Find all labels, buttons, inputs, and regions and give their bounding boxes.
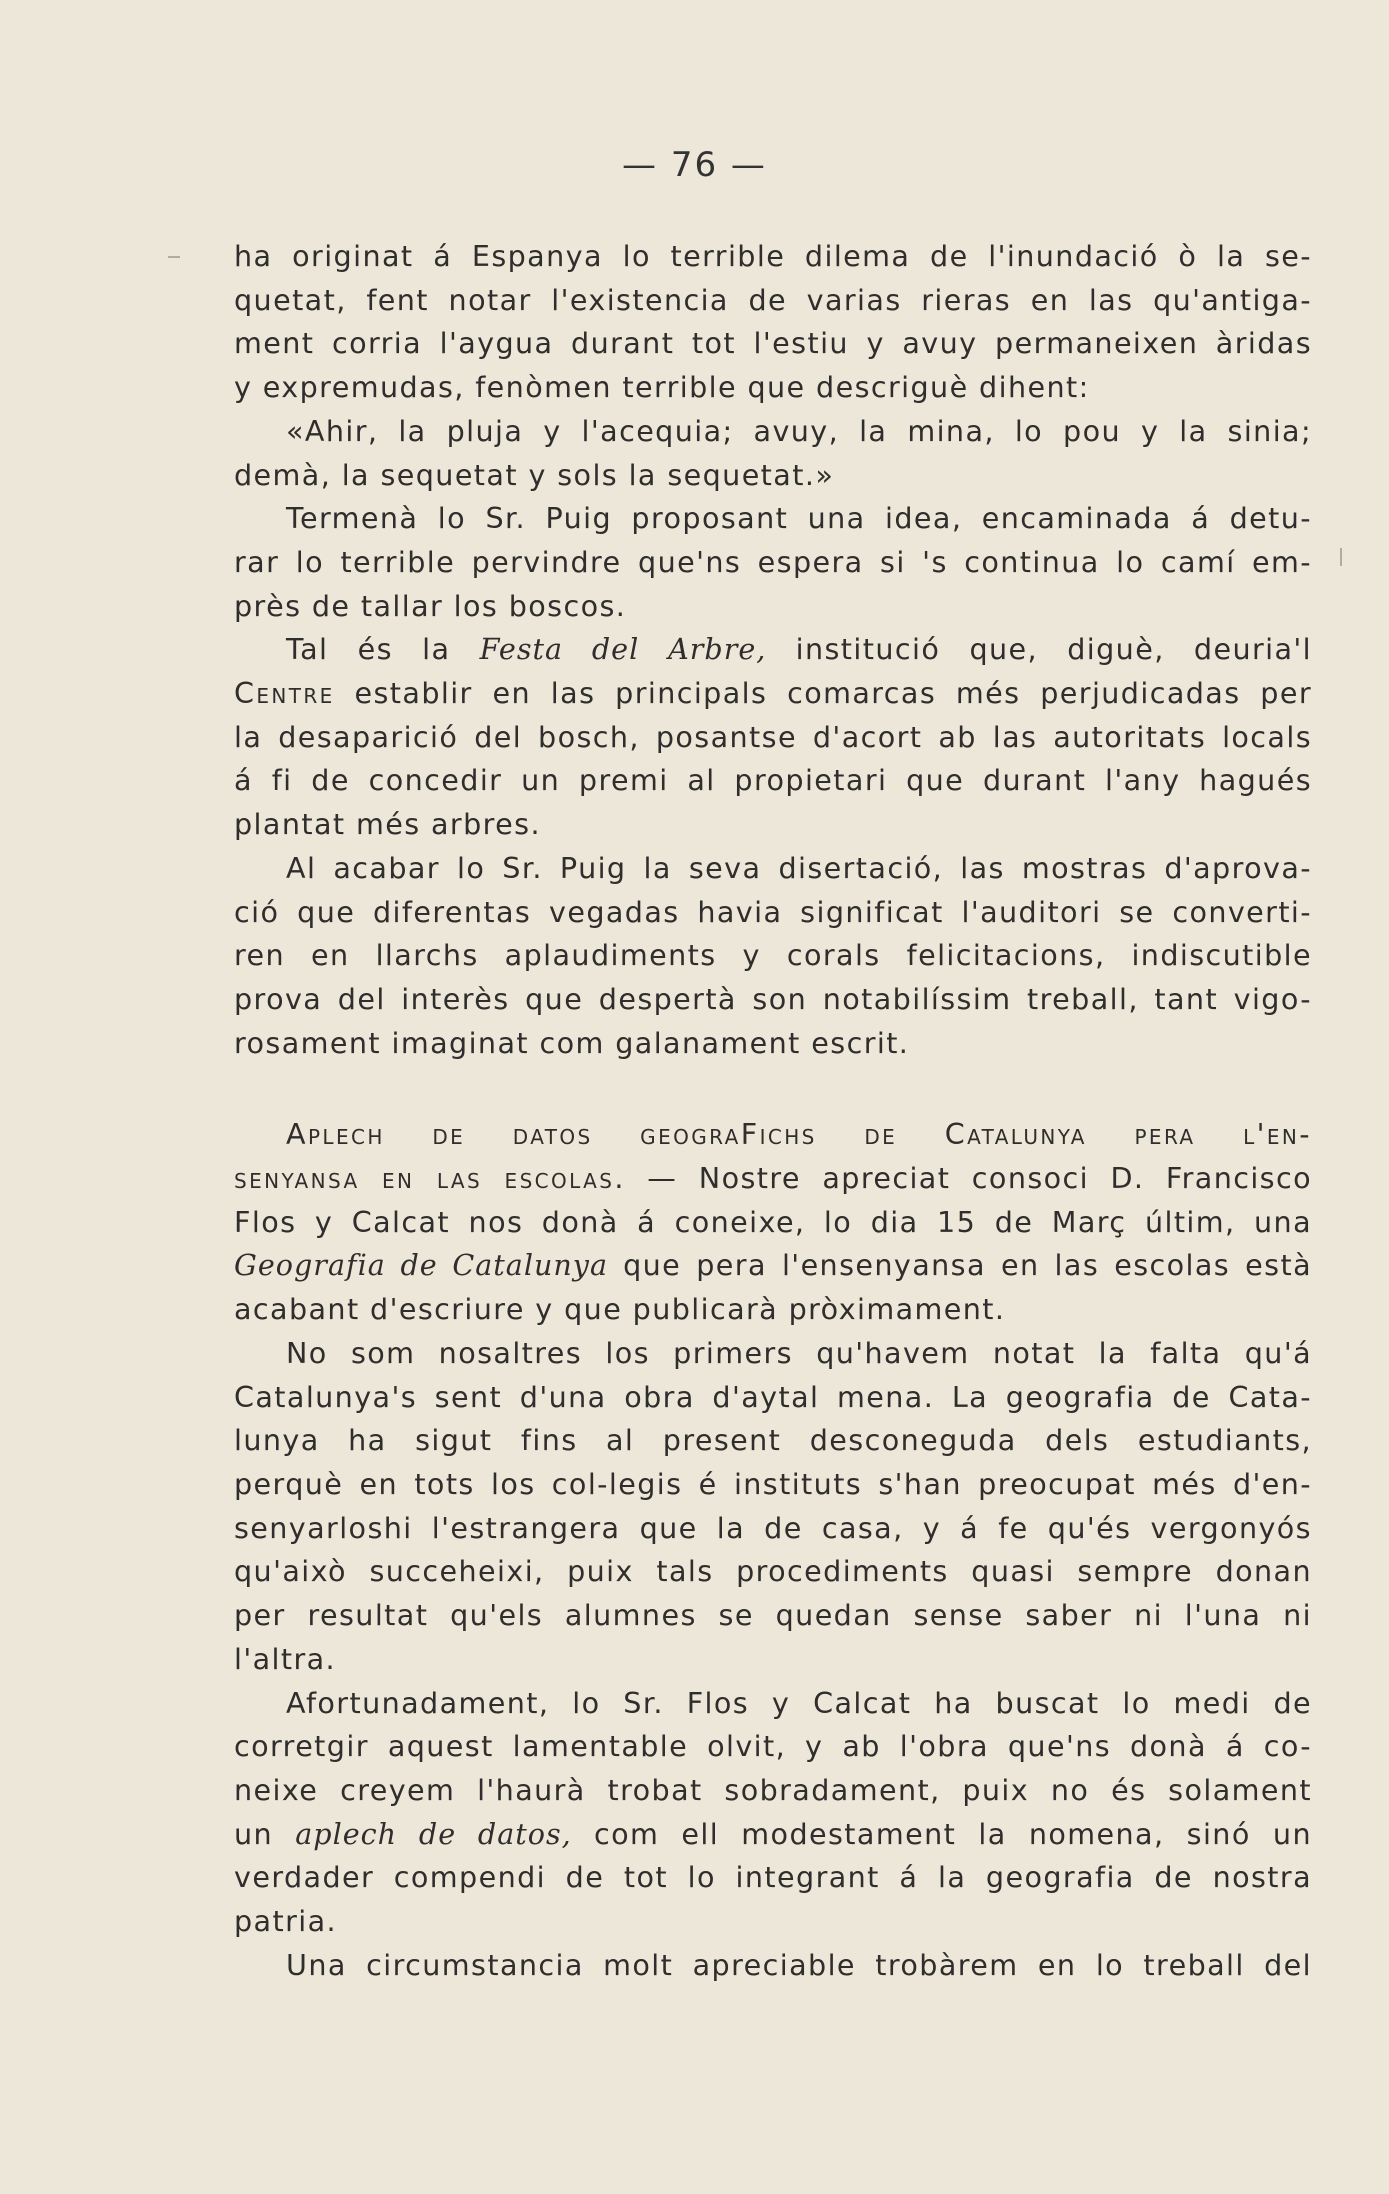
- text-line: perquè en tots los col-legis é instituts s'han preocupat més d'en-: [234, 1466, 1312, 1501]
- section-heading: Aplech de datos geograFichs de Catalunya pera l'en-: [286, 1117, 1312, 1152]
- paragraph: [234, 1682, 1312, 1944]
- paragraph: [234, 1332, 1312, 1682]
- text-run: un: [234, 1816, 296, 1851]
- text-line: Flos y Calcat nos donà á coneixe, lo dia 15 de Març últim, una: [234, 1204, 1312, 1239]
- text-line: verdader compendi de tot lo integrant á la geografia de nostra: [234, 1860, 1312, 1895]
- text-run: — Nostre apreciat consoci D. Francisco: [625, 1161, 1312, 1196]
- text-line: á fi de concedir un premi al propietari que durant l'any hagués: [234, 763, 1312, 798]
- text-line: senyarloshi l'estrangera que la de casa, y á fe qu'és vergonyós: [234, 1510, 1312, 1545]
- italic-title: Geografia de Catalunya: [234, 1248, 609, 1283]
- text-line: [234, 1157, 1312, 1201]
- section-paragraph: [234, 1113, 1312, 1332]
- text-line: corretgir aquest lamentable olvit, y ab l'obra que'ns donà á co-: [234, 1729, 1312, 1764]
- section-heading-cont: senyansa en las escolas.: [234, 1161, 626, 1196]
- italic-phrase: aplech de datos,: [295, 1816, 572, 1851]
- text-line: acabant d'escriure y que publicarà pròximament.: [234, 1292, 1006, 1327]
- text-line: Afortunadament, lo Sr. Flos y Calcat ha buscat lo medi de: [286, 1685, 1312, 1720]
- text-line: Catalunya's sent d'una obra d'aytal mena. La geografia de Cata-: [234, 1379, 1312, 1414]
- text-line: per resultat qu'els alumnes se quedan sense saber ni l'una ni: [234, 1598, 1312, 1633]
- text-line: y expremudas, fenòmen terrible que descriguè dihent:: [234, 370, 1090, 405]
- text-line: près de tallar los boscos.: [234, 588, 627, 623]
- text-line: Termenà lo Sr. Puig proposant una idea, encaminada á detu-: [286, 501, 1312, 536]
- text-run: Tal és la: [286, 632, 480, 667]
- text-line: rosament imaginat com galanament escrit.: [234, 1025, 910, 1060]
- text-line: [234, 1813, 1312, 1857]
- text-line: prova del interès que despertà son notabilíssim treball, tant vigo-: [234, 981, 1312, 1016]
- text-line: Al acabar lo Sr. Puig la seva disertació, las mostras d'aprova-: [286, 850, 1312, 885]
- paragraph: [234, 628, 1312, 847]
- paragraph: [234, 235, 1312, 410]
- text-line: [234, 1244, 1312, 1288]
- text-run: establir en las principals comarcas més perjudicadas per: [334, 676, 1312, 711]
- text-line: qu'això succeheixi, puix tals procediments quasi sempre donan: [234, 1554, 1312, 1589]
- text-line: plantat més arbres.: [234, 807, 541, 842]
- text-line: quetat, fent notar l'existencia de varias rieras en las qu'antiga-: [234, 282, 1312, 317]
- text-line: lunya ha sigut fins al present desconeguda dels estudiants,: [234, 1423, 1312, 1458]
- body-text: [234, 235, 1312, 1987]
- text-line: [234, 628, 1312, 672]
- margin-mark: [168, 256, 180, 258]
- text-line: l'altra.: [234, 1641, 337, 1676]
- text-line: ment corria l'aygua durant tot l'estiu y avuy permaneixen àridas: [234, 326, 1312, 361]
- text-line: rar lo terrible pervindre que'ns espera si 's continua lo camí em-: [234, 544, 1312, 579]
- text-line: demà, la sequetat y sols la sequetat.»: [234, 457, 835, 492]
- text-run: com ell modestament la nomena, sinó un: [571, 1816, 1312, 1851]
- small-caps-word: Centre: [234, 676, 335, 711]
- margin-mark: [1340, 548, 1342, 566]
- paragraph: [234, 1944, 1312, 1988]
- text-line: ció que diferentas vegadas havia significat l'auditori se converti-: [234, 894, 1312, 929]
- italic-title: Festa del Arbre,: [479, 632, 767, 667]
- text-run: institució que, diguè, deuria'l: [766, 632, 1313, 667]
- text-line: patria.: [234, 1904, 337, 1939]
- section-gap: [234, 1065, 1312, 1113]
- paragraph: [234, 410, 1312, 497]
- text-run: que pera l'ensenyansa en las escolas està: [608, 1248, 1312, 1283]
- text-line: ren en llarchs aplaudiments y corals felicitacions, indiscutible: [234, 938, 1312, 973]
- text-line: «Ahir, la pluja y l'acequia; avuy, la mina, lo pou y la sinia;: [286, 413, 1312, 448]
- text-line: [234, 672, 1312, 716]
- text-line: ha originat á Espanya lo terrible dilema de l'inundació ò la se-: [234, 239, 1312, 273]
- text-line: la desaparició del bosch, posantse d'acort ab las autoritats locals: [234, 719, 1312, 754]
- paragraph: [234, 497, 1312, 628]
- text-line: Una circumstancia molt apreciable trobàrem en lo treball del: [286, 1947, 1312, 1982]
- paragraph: [234, 847, 1312, 1066]
- text-line: No som nosaltres los primers qu'havem notat la falta qu'á: [286, 1335, 1312, 1370]
- page-number: — 76 —: [622, 145, 767, 185]
- text-line: neixe creyem l'haurà trobat sobradament, puix no és solament: [234, 1772, 1312, 1807]
